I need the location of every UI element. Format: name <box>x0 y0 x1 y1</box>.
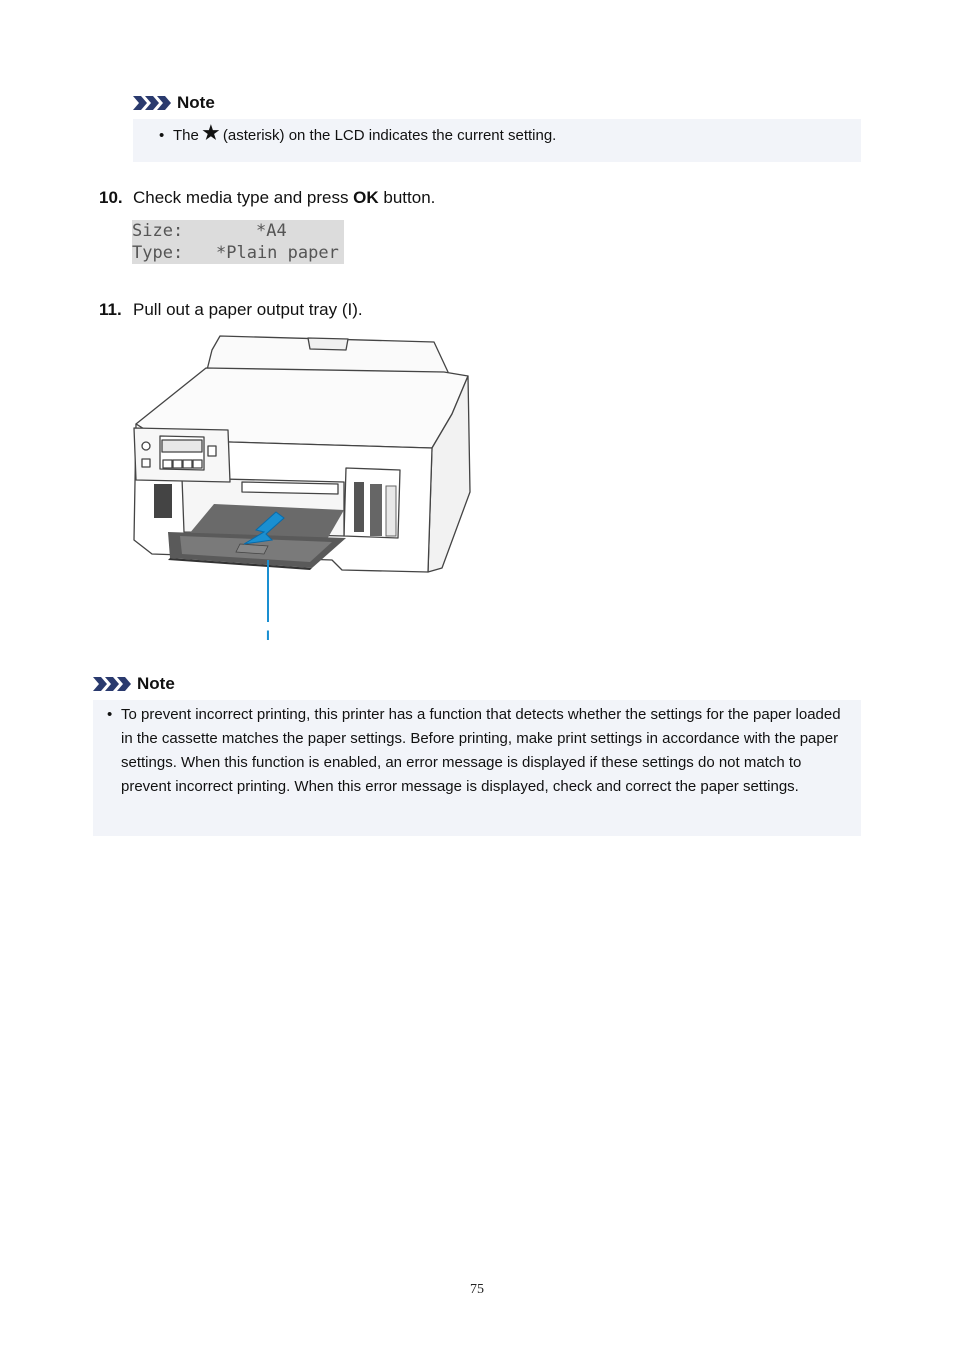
note-chevrons-icon <box>133 94 173 112</box>
step-number: 11. <box>99 300 122 319</box>
lcd-type-row <box>132 242 344 264</box>
step-10 <box>99 187 435 209</box>
note-text: To prevent incorrect printing, this printer has a function that detects whether the settings for the paper loaded in the cassette matches the paper settings. Before printing, make print settings in accordance with the paper settings. When this function is enabled, an error message is displayed if these settings do not match to prevent incorrect printing. When this error message is displayed, check and correct the paper settings. <box>121 706 841 795</box>
note-text-suffix: (asterisk) on the LCD indicates the current setting. <box>222 127 557 144</box>
lcd-type-value: *Plain paper <box>216 243 339 263</box>
step-text: Pull out a paper output tray (I). <box>133 300 363 319</box>
note-bullet <box>107 703 851 799</box>
callout-label: I <box>266 627 270 643</box>
step-11 <box>99 299 363 321</box>
step-number: 10. <box>99 188 123 207</box>
note-box <box>93 700 861 836</box>
note-title: Note <box>137 674 175 693</box>
note-text-prefix: The <box>173 127 199 144</box>
bullet-dot: • <box>159 127 165 144</box>
step-text <box>133 187 435 209</box>
note-header <box>133 93 215 113</box>
printer-illustration <box>132 332 472 648</box>
step-text-before: Check media type and press <box>133 188 354 207</box>
lcd-type-label: Type: <box>132 243 184 263</box>
note-header <box>93 674 175 694</box>
lcd-size-row <box>132 220 344 242</box>
lcd-size-label: Size: <box>132 221 184 241</box>
ok-label: OK <box>353 188 379 207</box>
lcd-size-value: *A4 <box>256 221 287 241</box>
note-title: Note <box>177 93 215 112</box>
note-chevrons-icon <box>93 675 133 693</box>
step-text-after: button. <box>378 188 436 207</box>
lcd-screen <box>132 220 344 264</box>
page-number: 75 <box>470 1282 484 1297</box>
note-bullet <box>159 124 861 148</box>
note-box <box>133 119 861 162</box>
bullet-dot: • <box>107 706 113 723</box>
asterisk-icon: ★ <box>202 123 220 144</box>
